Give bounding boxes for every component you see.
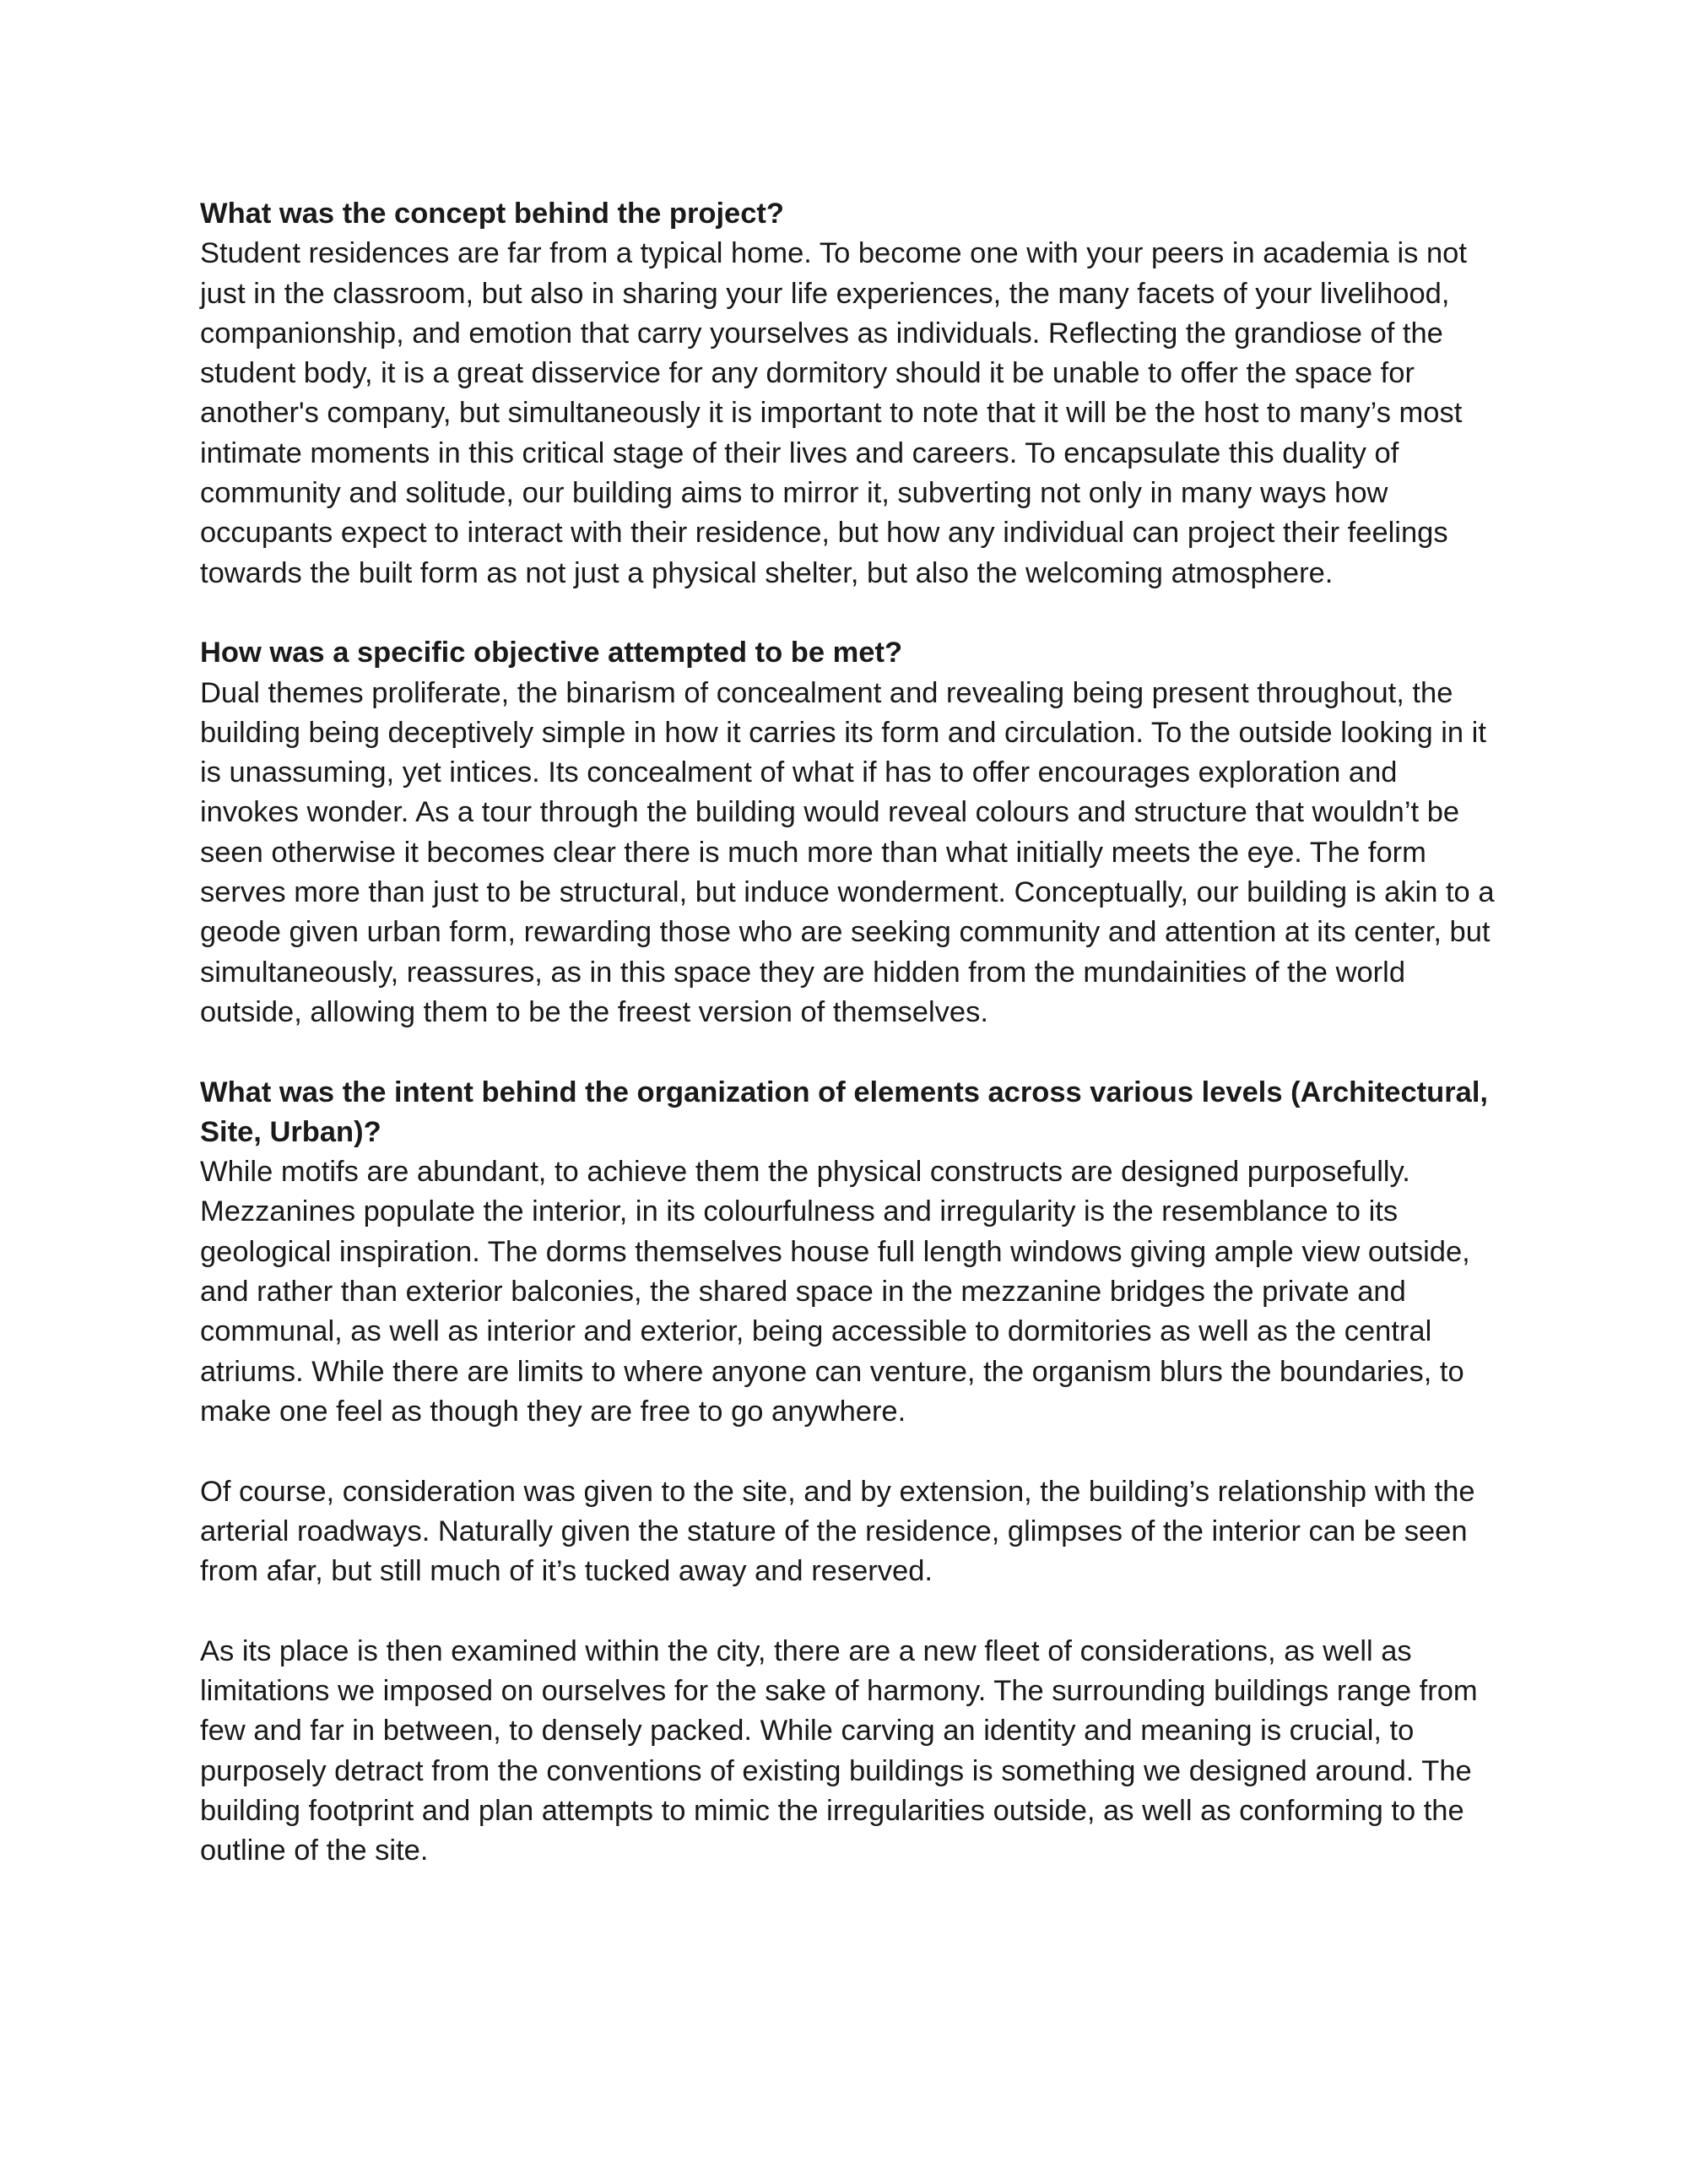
section-paragraph: Of course, consideration was given to the site, and by extension, the building’s relationship with the arterial roadways. Naturally given the stature of the residence, glimpses of the interior can be seen from afar, but still much of it’s tucked away and reserved. bbox=[200, 1475, 1475, 1588]
section-paragraph: Dual themes proliferate, the binarism of concealment and revealing being present throughout, the building being deceptively simple in how it carries its form and circulation. To the outside looking in it is unassuming, yet intices. Its concealment of what if has to offer encourages exploration and invokes wonder. As a tour through the building would reveal colours and structure that wouldn’t be seen otherwise it becomes clear there is much more than what initially meets the eye. The form serves more than just to be structural, but induce wonderment. Conceptually, our building is akin to a geode given urban form, rewarding those who are seeking community and attention at its center, but simultaneously, reassures, as in this space they are hidden from the mundainities of the world outside, allowing them to be the freest version of themselves. bbox=[200, 676, 1495, 1028]
section-organization bbox=[200, 1073, 1500, 1872]
section-paragraph: As its place is then examined within the city, there are a new fleet of considerations, as well as limitations we imposed on ourselves for the sake of harmony. The surrounding buildings range from few and far in between, to densely packed. While carving an identity and meaning is crucial, to purposely detract from the conventions of existing buildings is something we designed around. The building footprint and plan attempts to mimic the irregularities outside, as well as conforming to the outline of the site. bbox=[200, 1634, 1478, 1867]
document-page bbox=[200, 194, 1500, 1911]
section-heading: How was a specific objective attempted to be met? bbox=[200, 637, 903, 669]
section-paragraph: Student residences are far from a typical home. To become one with your peers in academia is not just in the classroom, but also in sharing your life experiences, the many facets of your livelihood, companionship, and emotion that carry yourselves as individuals. Reflecting the grandiose of the student body, it is a great disservice for any dormitory should it be unable to offer the space for another's company, but simultaneously it is important to note that it will be the host to many’s most intimate moments in this critical stage of their lives and careers. To encapsulate this duality of community and solitude, our building aims to mirror it, subverting not only in many ways how occupants expect to interact with their residence, but how any individual can project their feelings towards the built form as not just a physical shelter, but also the welcoming atmosphere. bbox=[200, 237, 1467, 589]
section-heading: What was the intent behind the organization of elements across various levels (Architectural, Site, Urban)? bbox=[200, 1076, 1489, 1148]
section-objective bbox=[200, 633, 1500, 1032]
section-paragraph: While motifs are abundant, to achieve them the physical constructs are designed purposefully. Mezzanines populate the interior, in its colourfulness and irregularity is the resemblance to its geological inspiration. The dorms themselves house full length windows giving ample view outside, and rather than exterior balconies, the shared space in the mezzanine bridges the private and communal, as well as interior and exterior, being accessible to dormitories as well as the central atriums. While there are limits to where anyone can venture, the organism blurs the boundaries, to make one feel as though they are free to go anywhere. bbox=[200, 1156, 1470, 1428]
section-heading: What was the concept behind the project? bbox=[200, 198, 784, 230]
section-concept bbox=[200, 194, 1500, 593]
